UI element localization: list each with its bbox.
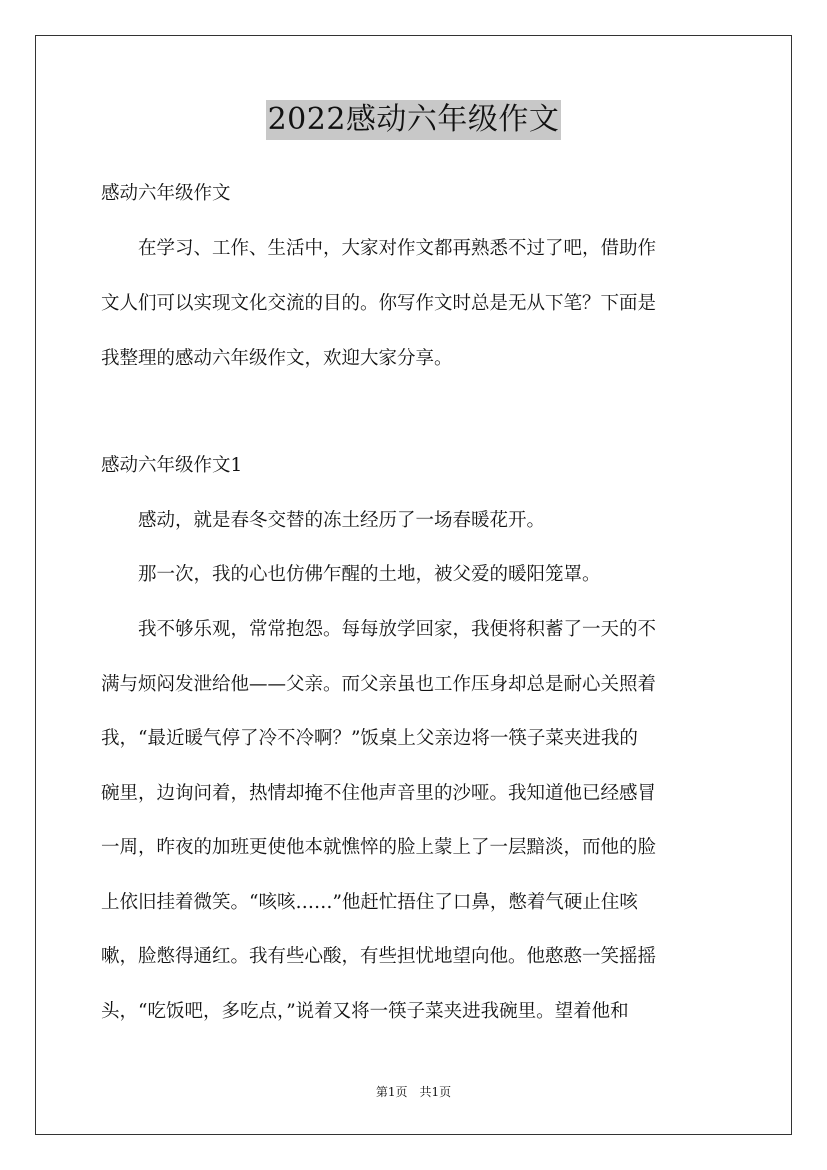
paragraph-line: 头，“吃饭吧，多吃点，”说着又将一筷子菜夹进我碗里。望着他和 — [101, 1001, 629, 1022]
paragraph-line: 嗽，脸憋得通红。我有些心酸，有些担忧地望向他。他憨憨一笑摇摇 — [101, 946, 657, 967]
paragraph-line: 我，“最近暖气停了冷不冷啊？”饭桌上父亲边将一筷子菜夹进我的 — [101, 728, 638, 749]
intro-line: 在学习、工作、生活中，大家对作文都再熟悉不过了吧，借助作 — [101, 238, 657, 259]
paragraph-line: 满与烦闷发泄给他——父亲。而父亲虽也工作压身却总是耐心关照着 — [101, 674, 657, 695]
paragraph-line: 我不够乐观，常常抱怨。每每放学回家，我便将积蓄了一天的不 — [101, 619, 657, 640]
title-container — [0, 100, 827, 140]
paragraph-line: 感动，就是春冬交替的冻土经历了一场春暖花开。 — [101, 510, 546, 531]
intro-line: 我整理的感动六年级作文，欢迎大家分享。 — [101, 348, 453, 369]
page-footer: 第1页 共1页 — [375, 1085, 452, 1099]
paragraph-line: 碗里，边询问着，热情却掩不住他声音里的沙哑。我知道他已经感冒 — [101, 783, 657, 804]
paragraph-line: 那一次，我的心也仿佛乍醒的土地，被父爱的暖阳笼罩。 — [101, 564, 601, 585]
document-title: 2022感动六年级作文 — [266, 100, 562, 140]
essay-heading: 感动六年级作文1 — [101, 455, 243, 476]
section-heading: 感动六年级作文 — [101, 183, 231, 204]
paragraph-line: 一周，昨夜的加班更使他本就憔悴的脸上蒙上了一层黯淡，而他的脸 — [101, 837, 657, 858]
intro-line: 文人们可以实现文化交流的目的。你写作文时总是无从下笔？下面是 — [101, 293, 657, 314]
paragraph-line: 上依旧挂着微笑。“咳咳……”他赶忙捂住了口鼻，憋着气硬止住咳 — [101, 892, 638, 913]
